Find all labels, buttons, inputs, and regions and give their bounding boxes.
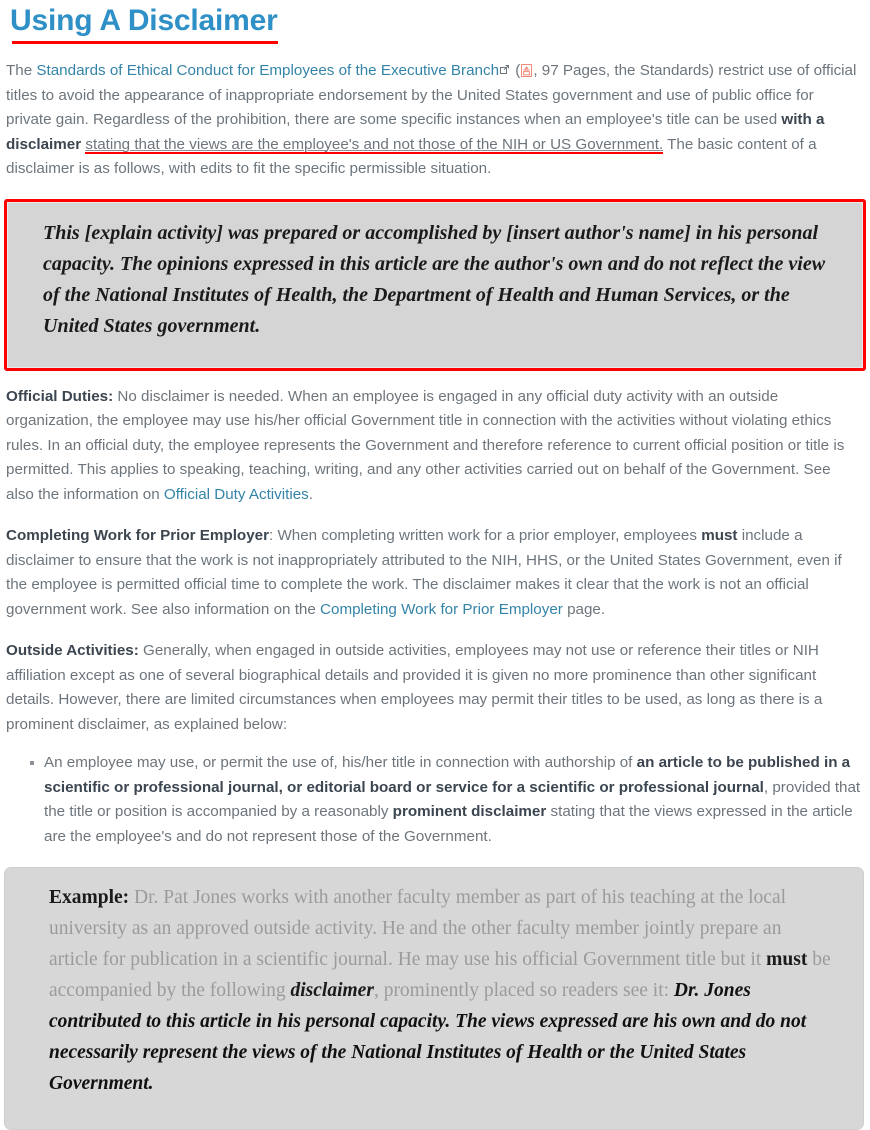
- page-title: Using A Disclaimer: [10, 4, 278, 37]
- completing-work-text-a: : When completing written work for a prior employer, employees: [269, 527, 702, 544]
- outside-activities-bullet-list: [0, 751, 870, 849]
- completing-work-bold-must: must: [701, 527, 738, 544]
- section-official-duties: [0, 385, 870, 508]
- intro-text-open-paren: (: [511, 62, 521, 79]
- section-label-official-duties: Official Duties:: [6, 387, 114, 405]
- section-outside-activities: [0, 639, 870, 737]
- example-disclaimer-quote: Dr. Jones contributed to this article in his personal capacity. The views expressed are his own and do not necessarily represent the views of the National Institutes of Health or the United States Government.: [49, 980, 807, 1094]
- section-completing-work: [0, 524, 870, 622]
- intro-paragraph: [0, 58, 870, 182]
- list-item: [30, 751, 862, 849]
- example-bold-disclaimer: disclaimer: [290, 980, 374, 1001]
- example-callout-box: [4, 867, 864, 1130]
- example-bold-must: must: [766, 949, 808, 970]
- title-underline-rule: [12, 41, 278, 44]
- example-text-b: be accompanied by the following: [49, 949, 831, 1001]
- completing-work-text-b: include a disclaimer to ensure that the work is not inappropriately attributed to the NIH, HHS, or the United States Government, even if the employee is permitted official time to complete the work. The disclaimer makes it clear that the work is not an official government work. See also information on the: [6, 527, 842, 618]
- example-label: Example:: [49, 887, 130, 908]
- bullet-bold-article-journal: an article to be published in a scientific or professional journal, or editorial board or service for a scientific or professional journal: [44, 754, 851, 796]
- completing-work-text-c: page.: [562, 600, 606, 618]
- bullet-text-c: stating that the views expressed in the article are the employee's and do not represent those of the Government.: [44, 803, 853, 845]
- intro-text-tail: The basic content of a disclaimer is as follows, with edits to fit the specific permissible situation.: [6, 135, 817, 177]
- example-text-c: , prominently placed so readers see it:: [373, 980, 674, 1001]
- intro-text-before-link: The: [6, 62, 37, 79]
- example-callout-text: [49, 882, 833, 1099]
- external-link-icon: [500, 58, 509, 67]
- intro-bold-with-a-disclaimer: with a disclaimer: [6, 111, 825, 153]
- link-completing-work-for-prior-employer[interactable]: Completing Work for Prior Employer: [320, 600, 563, 618]
- example-text-a: Dr. Pat Jones works with another faculty member as part of his teaching at the local university as an approved outside activity. He and the other faculty member jointly prepare an article for publication in a scientific journal. He may use his official Government title but it: [49, 887, 787, 970]
- section-label-completing-work: Completing Work for Prior Employer: [6, 527, 270, 544]
- disclaimer-callout-box: [4, 199, 866, 371]
- pdf-file-icon: [521, 61, 532, 74]
- link-official-duty-activities[interactable]: Official Duty Activities: [163, 485, 309, 503]
- section-label-outside-activities: Outside Activities:: [6, 642, 139, 659]
- disclaimer-callout-text: This [explain activity] was prepared or accomplished by [insert author's name] in his personal capacity. The opinions expressed in this article are the author's own and do not reflect the view of the National Institutes of Health, the Department of Health and Human Services, or the United States government.: [43, 221, 826, 337]
- outside-activities-text: Generally, when engaged in outside activities, employees may not use or reference their titles or NIH affiliation except as one of several biographical details and provided it is given no more prominence than other significant details. However, there are limited circumstances when employees may permit their titles to be used, as long as there is a prominent disclaimer, as explained below:: [6, 642, 823, 733]
- official-duties-text-tail: .: [308, 485, 313, 503]
- bullet-text-a: An employee may use, or permit the use of, his/her title in connection with authorship of: [44, 754, 637, 771]
- intro-text-after-pdf: , 97 Pages, the Standards) restrict use of official titles to avoid the appearance of inappropriate endorsement by the United States government and use of public office for private gain. Regardless of the prohibition, there are some specific instances when an employee's title can be used: [6, 62, 857, 128]
- official-duties-text: No disclaimer is needed. When an employee is engaged in any official duty activity with an outside organization, the employee may use his/her official Government title in connection with the activities without violating ethics rules. In an official duty, the employee represents the Government and therefore reference to current official position or title is permitted. This applies to speaking, teaching, writing, and any other activities carried out on behalf of the Government. See also the information on: [6, 387, 845, 503]
- bullet-bold-prominent-disclaimer: prominent disclaimer: [392, 803, 547, 820]
- bullet-text-b: , provided that the title or position is accompanied by a reasonably: [44, 778, 861, 820]
- link-standards-of-ethical-conduct[interactable]: Standards of Ethical Conduct for Employees of the Executive Branch: [36, 62, 500, 79]
- intro-underlined-clause: stating that the views are the employee's and not those of the NIH or US Government.: [85, 135, 664, 153]
